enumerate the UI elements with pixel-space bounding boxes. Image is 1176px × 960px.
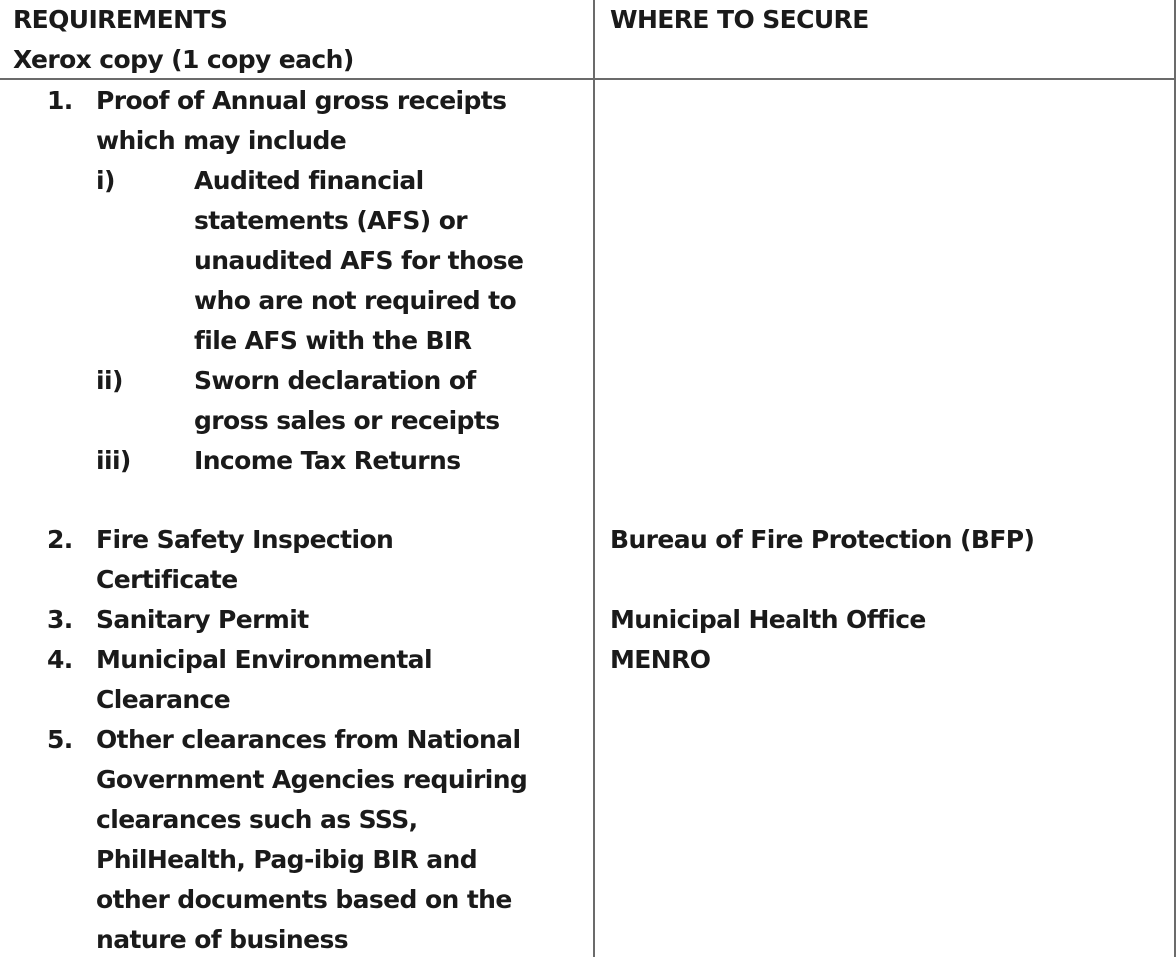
requirements-header <box>13 0 354 80</box>
subitem-line: statements (AFS) or <box>194 206 468 235</box>
item-text <box>96 81 506 161</box>
where-to-secure-header: WHERE TO SECURE <box>610 5 869 34</box>
column-divider <box>593 0 595 957</box>
item-line: Other clearances from National <box>96 725 521 754</box>
subitem-line: unaudited AFS for those <box>194 246 524 275</box>
subitem-text <box>194 361 500 441</box>
item-line: Clearance <box>96 685 231 714</box>
item-number: 4. <box>47 645 73 674</box>
item-text <box>96 520 393 600</box>
subitem-numeral: iii) <box>96 446 131 475</box>
subitem-numeral: ii) <box>96 366 123 395</box>
item-number: 1. <box>47 86 73 115</box>
item-line: nature of business <box>96 925 349 954</box>
item-line: Municipal Environmental <box>96 645 432 674</box>
item-line: Proof of Annual gross receipts <box>96 86 507 115</box>
item-line: clearances such as SSS, <box>96 805 418 834</box>
item-line: Fire Safety Inspection <box>96 525 394 554</box>
subitem-line: Sworn declaration of <box>194 366 476 395</box>
subitem-line: Income Tax Returns <box>194 446 461 475</box>
item-text <box>96 640 432 720</box>
subitem-text <box>194 161 523 361</box>
item-text <box>96 600 309 640</box>
subitem-line: gross sales or receipts <box>194 406 500 435</box>
item-line: Sanitary Permit <box>96 605 309 634</box>
requirements-title: REQUIREMENTS <box>13 5 228 34</box>
subitem-text <box>194 441 461 481</box>
item-number: 3. <box>47 605 73 634</box>
subitem-line: file AFS with the BIR <box>194 326 472 355</box>
item-number: 5. <box>47 725 73 754</box>
item-line: which may include <box>96 126 347 155</box>
item-line: Government Agencies requiring <box>96 765 528 794</box>
item-text <box>96 720 527 960</box>
subitem-line: who are not required to <box>194 286 517 315</box>
subitem-line: Audited financial <box>194 166 424 195</box>
where-to-secure-value: MENRO <box>610 645 711 674</box>
where-to-secure-value: Municipal Health Office <box>610 605 926 634</box>
subitem-numeral: i) <box>96 166 115 195</box>
item-line: PhilHealth, Pag-ibig BIR and <box>96 845 478 874</box>
item-number: 2. <box>47 525 73 554</box>
item-line: other documents based on the <box>96 885 512 914</box>
item-line: Certificate <box>96 565 238 594</box>
requirements-subtitle: Xerox copy (1 copy each) <box>13 45 354 74</box>
where-to-secure-value: Bureau of Fire Protection (BFP) <box>610 525 1035 554</box>
